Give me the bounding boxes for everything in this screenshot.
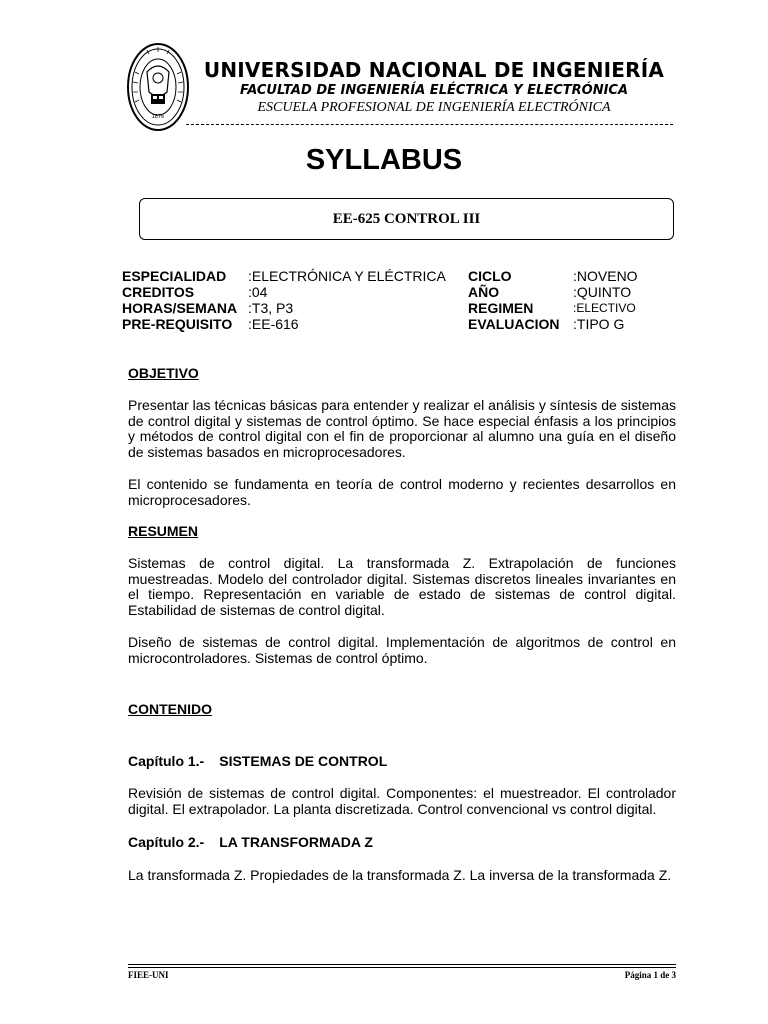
info-value: :EE-616 (248, 316, 299, 332)
page-title: SYLLABUS (305, 144, 463, 176)
course-code: EE-625 CONTROL III (332, 210, 481, 227)
contenido-heading: CONTENIDO (128, 701, 212, 717)
chapter-2-heading (128, 835, 676, 851)
course-info-right (468, 268, 638, 332)
info-label: REGIMEN (468, 300, 534, 316)
chapter-title: SISTEMAS DE CONTROL (219, 753, 388, 769)
chapter-label: Capítulo 1.- (128, 753, 205, 769)
footer-page-number: Página 1 de 3 (624, 970, 676, 980)
chapter-1-text: Revisión de sistemas de control digital. Componentes: el muestreador. El controlador digital. El extrapolador. La planta discretizada. Control convencional vs control digital. (128, 785, 676, 817)
resumen-heading: RESUMEN (128, 523, 199, 539)
info-label: EVALUACION (468, 316, 560, 332)
info-value: :QUINTO (573, 284, 632, 300)
chapter-label: Capítulo 2.- (128, 834, 205, 850)
info-value: :04 (248, 284, 268, 300)
university-seal-logo (127, 42, 189, 132)
objetivo-heading: OBJETIVO (128, 365, 199, 381)
university-name: UNIVERSIDAD NACIONAL DE INGENIERÍA (203, 58, 665, 82)
school-name: ESCUELA PROFESIONAL DE INGENIERÍA ELECTRÓNICA (257, 100, 611, 115)
svg-text:1876: 1876 (151, 114, 165, 120)
info-label: PRE-REQUISITO (122, 316, 233, 332)
info-value: :NOVENO (573, 268, 638, 284)
chapter-title: LA TRANSFORMADA Z (219, 834, 373, 850)
info-label: ESPECIALIDAD (122, 268, 227, 284)
course-code-box (139, 198, 674, 240)
objetivo-paragraph-2: El contenido se fundamenta en teoría de control moderno y recientes desarrollos en microprocesadores. (128, 476, 676, 508)
objetivo-paragraph-1: Presentar las técnicas básicas para entender y realizar el análisis y síntesis de sistemas de control digital y sistemas de control óptimo. Se hace especial énfasis a los principios y métodos de control digital con el fin de proporcionar al alumno una guía en el diseño de sistemas basados en microprocesadores. (128, 397, 676, 460)
info-label: AÑO (468, 284, 500, 300)
info-value: :ELECTRÓNICA Y ELÉCTRICA (248, 268, 446, 284)
footer-divider (128, 967, 676, 968)
header-divider (186, 124, 673, 125)
info-label: HORAS/SEMANA (122, 300, 238, 316)
course-info-left (122, 268, 446, 332)
info-value: :TIPO G (573, 316, 625, 332)
resumen-paragraph-1: Sistemas de control digital. La transformada Z. Extrapolación de funciones muestreadas. Modelo del controlador digital. Sistemas discretos lineales invariantes en el tiempo. Representación en variable de estado de sistemas de control digital. Estabilidad de sistemas de control digital. (128, 555, 676, 618)
info-value: :ELECTIVO (573, 301, 636, 315)
footer-left: FIEE-UNI (128, 970, 169, 980)
info-label: CICLO (468, 268, 512, 284)
resumen-paragraph-2: Diseño de sistemas de control digital. Implementación de algoritmos de control en microcontroladores. Sistemas de control óptimo. (128, 634, 676, 666)
footer-divider (128, 964, 676, 965)
chapter-2-text: La transformada Z. Propiedades de la transformada Z. La inversa de la transformada Z. (128, 867, 672, 883)
chapter-1-heading (128, 754, 676, 770)
info-label: CREDITOS (122, 284, 195, 300)
info-value: :T3, P3 (248, 300, 294, 316)
faculty-name: FACULTAD DE INGENIERÍA ELÉCTRICA Y ELECTRÓNICA (239, 83, 629, 98)
